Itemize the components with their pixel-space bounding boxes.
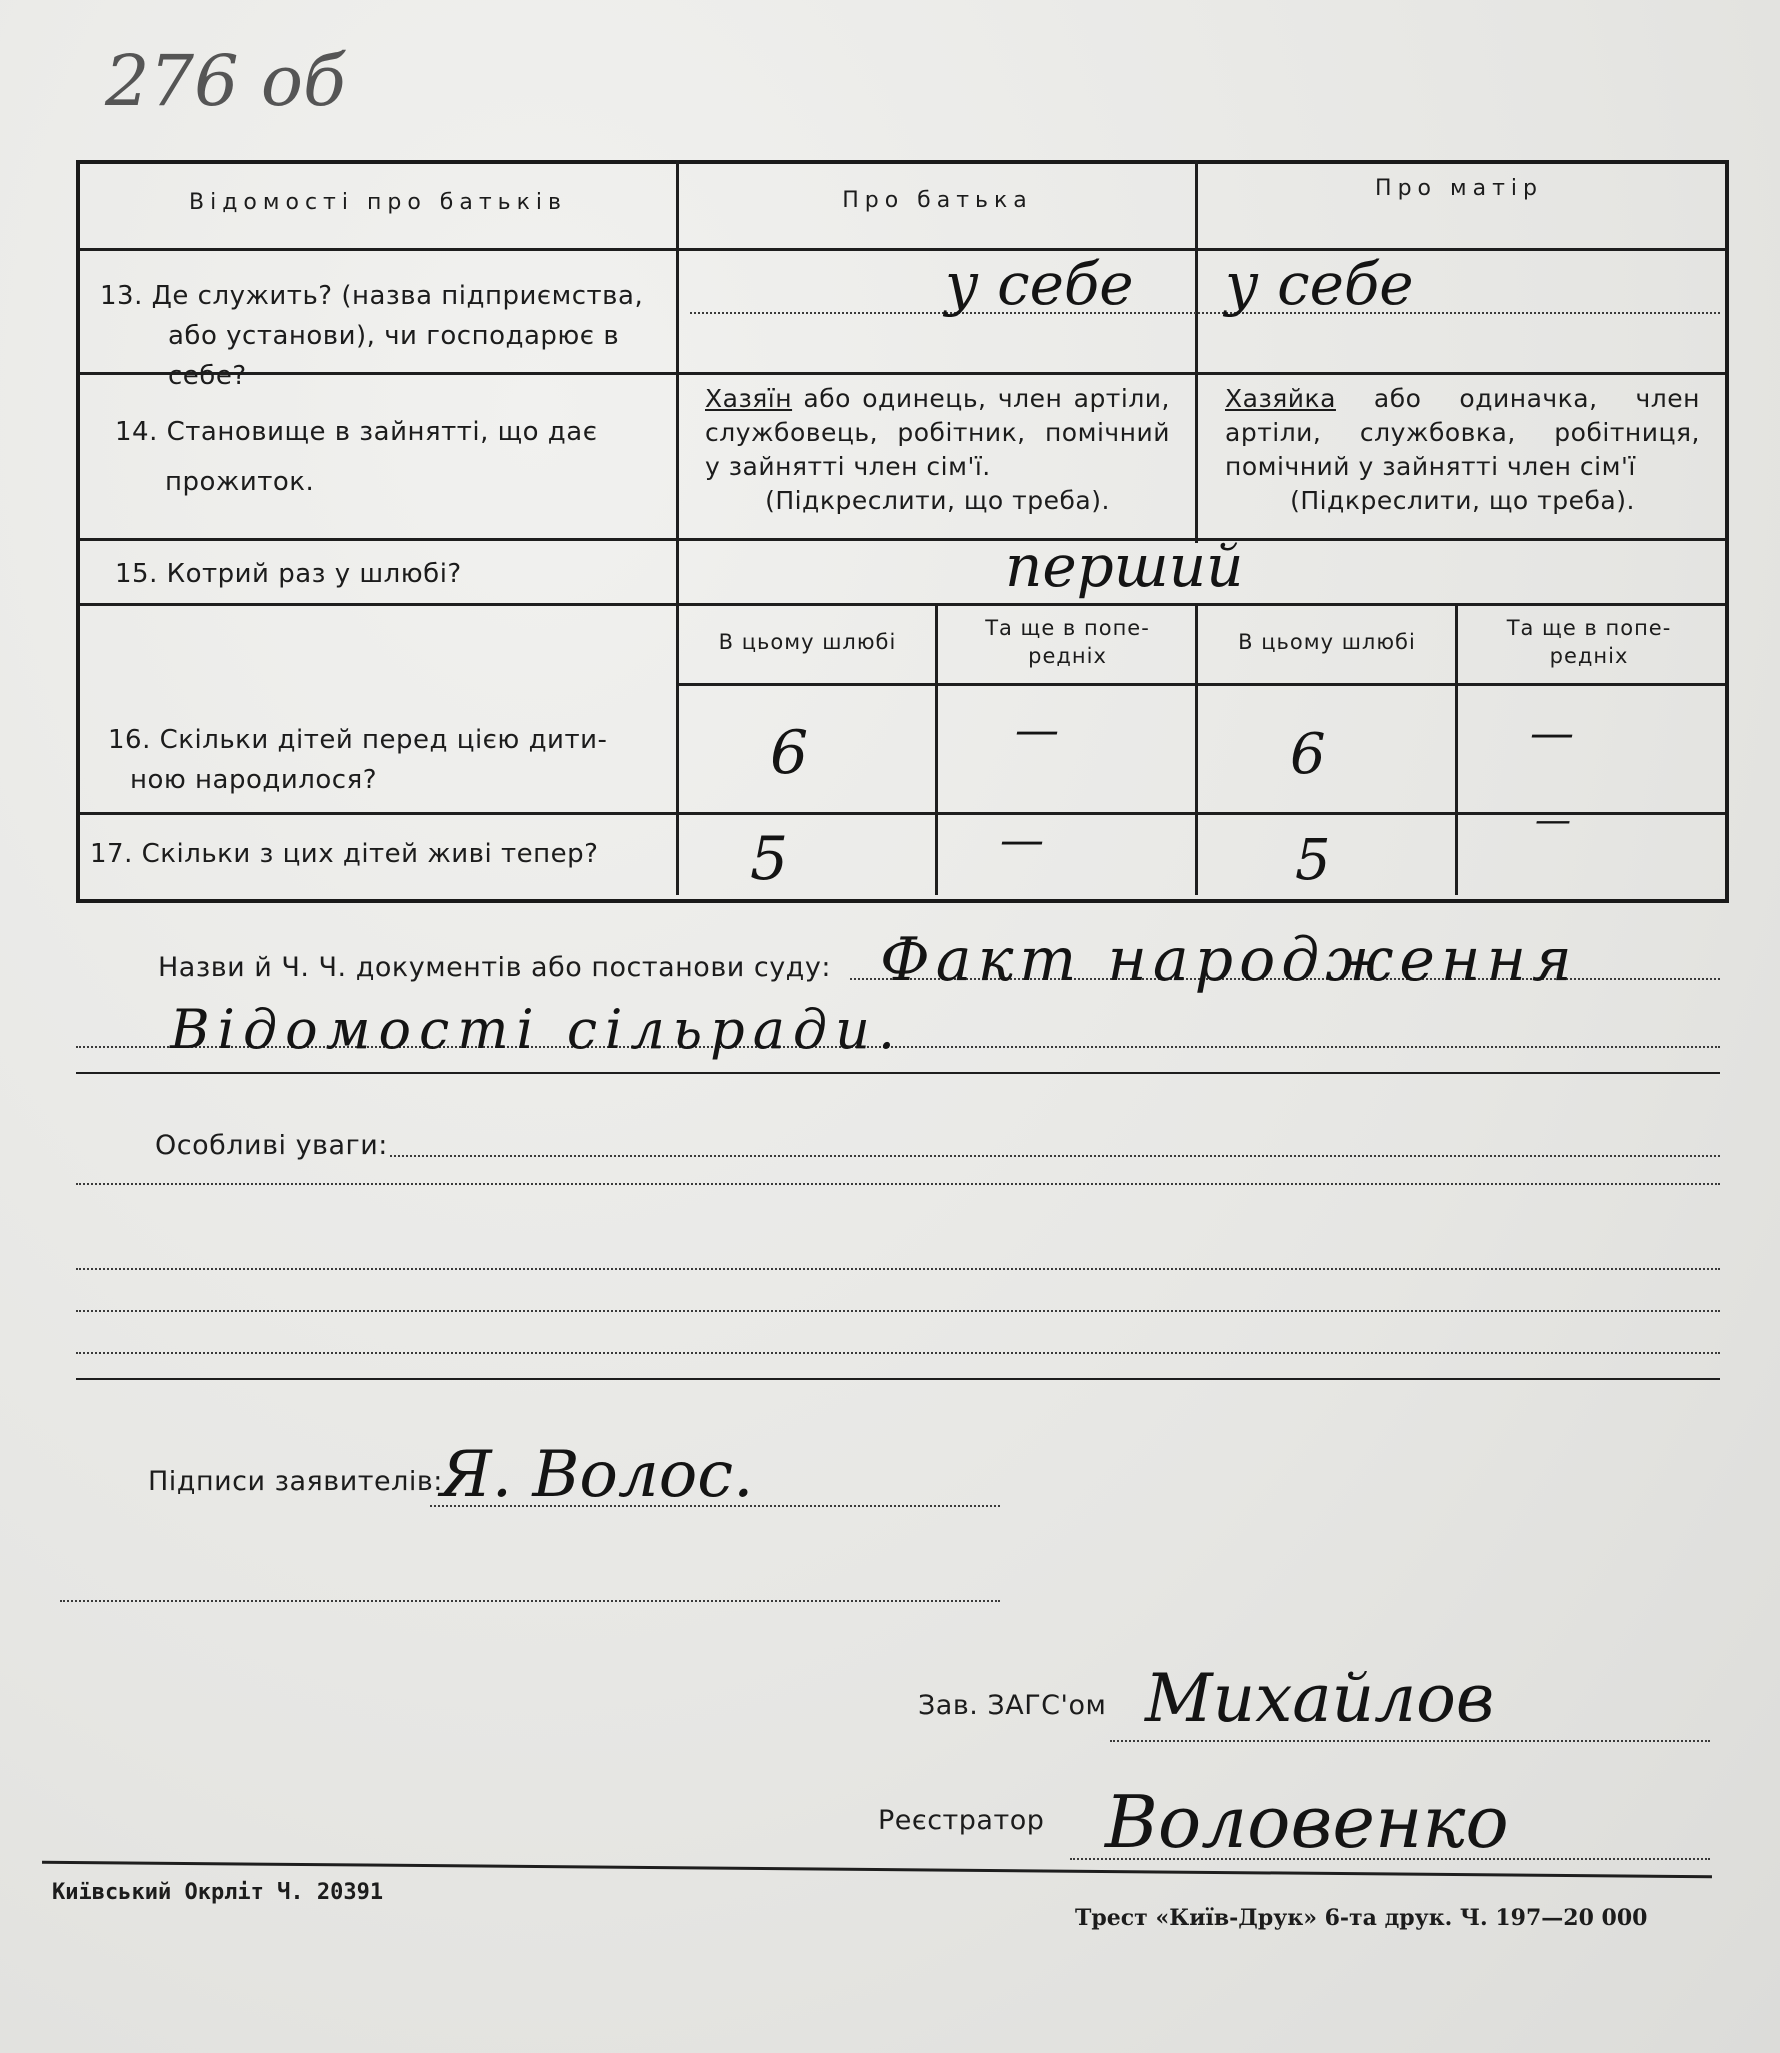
remarks-dotted-line-4 <box>76 1310 1720 1312</box>
head-registry-dotted-line <box>1110 1740 1710 1742</box>
header-col-father: Про батька <box>842 188 1033 213</box>
row13-label <box>100 276 670 396</box>
archive-mark: 276 об <box>105 40 346 122</box>
documents-rule <box>76 1072 1720 1074</box>
remarks-dotted-line-2 <box>76 1183 1720 1185</box>
table-rule <box>935 603 938 895</box>
row14-label <box>115 412 635 502</box>
row15-label: 15. Котрий раз у шлюбі? <box>115 559 462 589</box>
row16-label-line1: 16. Скільки дітей перед цією дити- <box>108 725 608 755</box>
registrar-signature: Воловенко <box>1105 1780 1509 1864</box>
subheader-mother-previous <box>1459 614 1719 670</box>
applicants-signature: Я. Волос. <box>440 1438 754 1512</box>
row14-label-line1: 14. Становище в зайнятті, що дає <box>115 417 598 447</box>
subheader-father-previous <box>940 614 1195 670</box>
row14-father-note: (Підкреслити, що треба). <box>765 486 1110 515</box>
row16-mother-prev: — <box>1530 708 1574 759</box>
remarks-dotted-line-1 <box>390 1155 1720 1157</box>
documents-label: Назви й Ч. Ч. документів або постанови суду: <box>158 952 831 983</box>
footer-right: Трест «Київ-Друк» 6-та друк. Ч. 197—20 000 <box>1075 1905 1648 1931</box>
documents-value-line1: Факт народження <box>880 925 1578 995</box>
row17-father-this: 5 <box>750 824 789 894</box>
footer-left: Київський Окрліт Ч. 20391 <box>52 1880 384 1905</box>
header-col-parents: Відомості про батьків <box>189 190 567 215</box>
row14-label-line2: прожиток. <box>165 467 315 497</box>
header-col-mother: Про матір <box>1375 176 1543 201</box>
row13-label-line1: 13. Де служить? (назва підприємства, <box>100 281 644 311</box>
subheader-mother-this-marriage: В цьому шлюбі <box>1238 630 1416 654</box>
row13-mother-value: у себе <box>1225 250 1414 318</box>
subheader-mother-previous-line2: редніх <box>1549 644 1629 668</box>
table-rule <box>80 603 1725 606</box>
subheader-father-this-marriage: В цьому шлюбі <box>718 630 897 654</box>
table-rule <box>80 248 1725 251</box>
row14-father-text: або одинець, член артіли, службовець, робітник, помічний у зайнятті член сім'ї. <box>705 384 1170 481</box>
applicants-dotted-line-2 <box>60 1600 1000 1602</box>
subheader-father-previous-line2: редніх <box>1028 644 1107 668</box>
remarks-rule <box>76 1378 1720 1380</box>
table-rule <box>80 538 1725 541</box>
row17-label: 17. Скільки з цих дітей живі тепер? <box>90 839 599 869</box>
row14-mother-note: (Підкреслити, що треба). <box>1290 486 1635 515</box>
row15-value: перший <box>1005 532 1244 600</box>
subheader-father-previous-line1: Та ще в попе- <box>985 616 1150 640</box>
table-rule <box>676 160 679 895</box>
applicants-label: Підписи заявителів: <box>148 1466 443 1497</box>
table-rule <box>1195 160 1198 543</box>
table-rule <box>1455 603 1458 895</box>
row17-mother-this: 5 <box>1295 828 1331 893</box>
row14-mother-text: або одиначка, член артіли, службовка, робітниця, помічний у зайнятті член сім'ї <box>1225 384 1700 481</box>
table-rule <box>1195 603 1198 895</box>
row16-father-prev: — <box>1015 705 1059 756</box>
row16-label <box>108 720 663 800</box>
registrar-label: Реєстратор <box>878 1805 1045 1836</box>
remarks-dotted-line-3 <box>76 1268 1720 1270</box>
table-rule <box>80 812 1725 815</box>
row14-mother-options <box>1225 382 1700 518</box>
row13-father-value: у себе <box>945 250 1134 318</box>
remarks-dotted-line-5 <box>76 1352 1720 1354</box>
row16-mother-this: 6 <box>1290 722 1326 787</box>
subheader-mother-previous-line1: Та ще в попе- <box>1506 616 1672 640</box>
row16-father-this: 6 <box>770 718 809 788</box>
row17-father-prev: — <box>1000 815 1044 866</box>
head-registry-signature: Михайлов <box>1145 1660 1495 1737</box>
row14-mother-underlined: Хазяйка <box>1225 384 1336 413</box>
row17-mother-prev: — <box>1535 800 1571 841</box>
row14-father-underlined: Хазяїн <box>705 384 793 413</box>
row13-label-line2: або установи), чи господарює в себе? <box>168 321 620 391</box>
head-registry-label: Зав. ЗАГС'ом <box>918 1690 1107 1721</box>
remarks-label: Особливі уваги: <box>155 1130 388 1161</box>
row16-label-line2: ною народилося? <box>130 765 378 795</box>
documents-value-line2: Відомості сільради. <box>170 998 904 1061</box>
row14-father-options <box>705 382 1170 518</box>
table-rule <box>676 683 1725 686</box>
row13-dotted-line <box>690 312 1720 314</box>
